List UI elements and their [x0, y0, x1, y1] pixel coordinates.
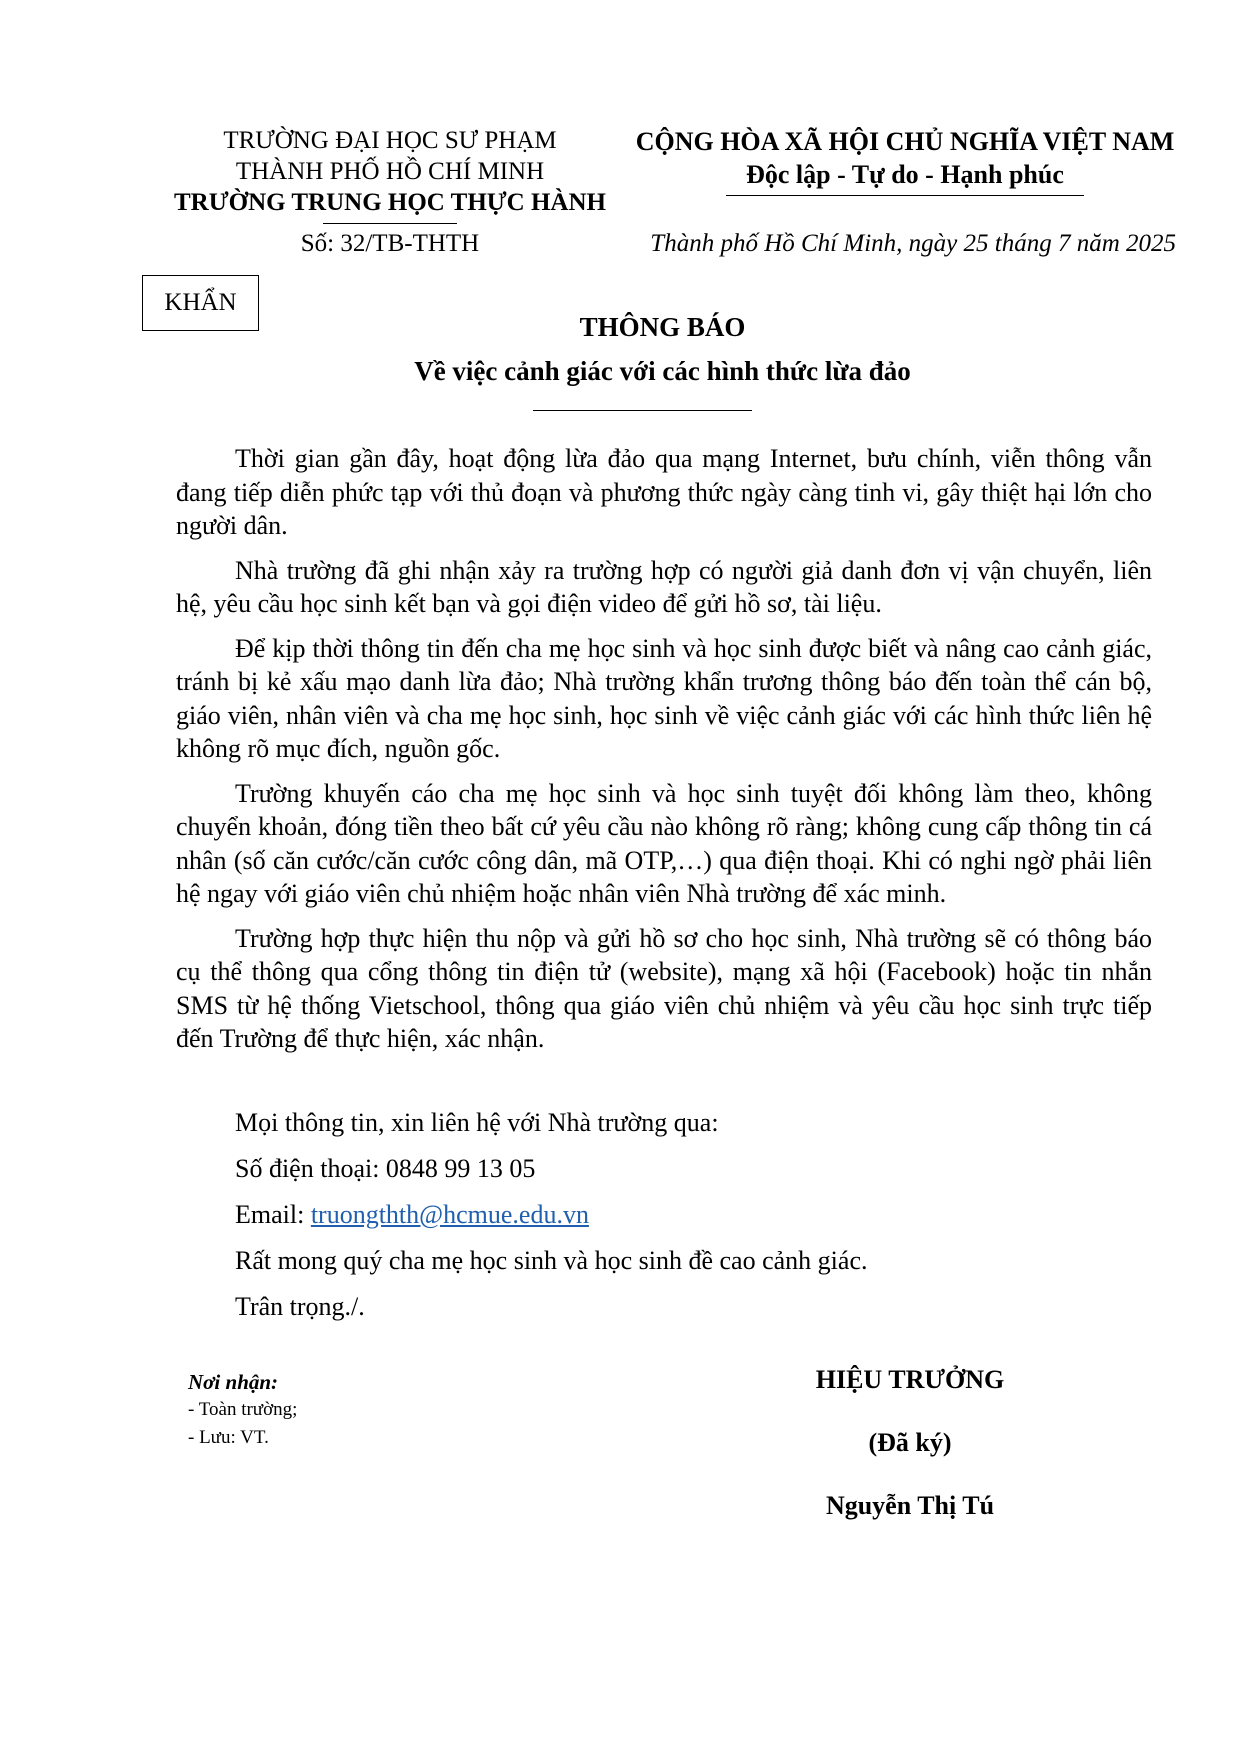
- school-name: TRƯỜNG TRUNG HỌC THỰC HÀNH: [174, 189, 606, 216]
- body-paragraph: Trường hợp thực hiện thu nộp và gửi hồ sơ cho học sinh, Nhà trường sẽ có thông báo cụ thể thông qua cổng thông tin điện tử (website), mạng xã hội (Facebook) hoặc tin nhắn SMS từ hệ thống Vietschool, thông qua giáo viên chủ nhiệm và yêu cầu học sinh trực tiếp đến Trường để thực hiện, xác nhận.: [176, 923, 1152, 1053]
- signer-name: Nguyễn Thị Tú: [825, 1491, 995, 1520]
- parent-university-city: THÀNH PHỐ HỒ CHÍ MINH: [235, 158, 545, 185]
- document-body: [176, 442, 1152, 1067]
- recipients-label: Nơi nhận:: [188, 1370, 279, 1394]
- closing-request: Rất mong quý cha mẹ học sinh và học sinh đề cao cảnh giác.: [235, 1246, 868, 1275]
- school-name-underline: [323, 223, 457, 224]
- national-title: CỘNG HÒA XÃ HỘI CHỦ NGHĨA VIỆT NAM: [635, 127, 1175, 156]
- contact-email-line: [235, 1192, 867, 1238]
- closing-regards: Trân trọng./.: [235, 1292, 365, 1321]
- body-paragraph: Thời gian gần đây, hoạt động lừa đảo qua mạng Internet, bưu chính, viễn thông vẫn đang tiếp diễn phức tạp với thủ đoạn và phương thức ngày càng tinh vi, gây thiệt hại lớn cho người dân.: [176, 444, 1152, 540]
- document-title: THÔNG BÁO: [579, 312, 746, 342]
- urgent-label: KHẨN: [164, 289, 237, 316]
- body-paragraph: Để kịp thời thông tin đến cha mẹ học sinh và học sinh được biết và nâng cao cảnh giác, tránh bị kẻ xấu mạo danh lừa đảo; Nhà trường khẩn trương thông báo đến toàn thể cán bộ, giáo viên, nhân viên và cha mẹ học sinh, học sinh về việc cảnh giác với các hình thức liên hệ không rõ mục đích, nguồn gốc.: [176, 633, 1152, 763]
- contact-phone: Số điện thoại: 0848 99 13 05: [235, 1154, 536, 1183]
- national-motto: Độc lập - Tự do - Hạnh phúc: [746, 160, 1064, 189]
- issue-date: Thành phố Hồ Chí Minh, ngày 25 tháng 7 năm 2025: [650, 230, 1176, 257]
- email-label: Email:: [235, 1200, 311, 1229]
- motto-underline: [726, 195, 1084, 196]
- email-link[interactable]: truongthth@hcmue.edu.vn: [310, 1200, 589, 1229]
- national-motto-header: [625, 125, 1185, 196]
- body-paragraph: Nhà trường đã ghi nhận xảy ra trường hợp có người giả danh đơn vị vận chuyển, liên hệ, yêu cầu học sinh kết bạn và gọi điện video để gửi hồ sơ, tài liệu.: [176, 555, 1152, 618]
- body-paragraph: Trường khuyến cáo cha mẹ học sinh và học sinh tuyệt đối không làm theo, không chuyển khoản, đóng tiền theo bất cứ yêu cầu nào không rõ ràng; không cung cấp thông tin cá nhân (số căn cước/căn cước công dân, mã OTP,…) qua điện thoại. Khi có nghi ngờ phải liên hệ ngay với giáo viên chủ nhiệm hoặc nhân viên Nhà trường để xác minh.: [176, 778, 1152, 908]
- parent-university-name: TRƯỜNG ĐẠI HỌC SƯ PHẠM: [223, 127, 557, 154]
- recipient-item: - Toàn trường;: [188, 1399, 298, 1420]
- signature-block: [760, 1365, 1060, 1521]
- issuing-authority-header: [150, 125, 630, 259]
- recipient-item: - Lưu: VT.: [188, 1427, 269, 1448]
- document-number: Số: 32/TB-THTH: [300, 230, 480, 257]
- contact-intro: Mọi thông tin, xin liên hệ với Nhà trường qua:: [235, 1108, 719, 1137]
- contact-section: [235, 1100, 867, 1330]
- title-underline: [533, 410, 752, 411]
- signature-status: (Đã ký): [868, 1428, 952, 1457]
- recipients-block: [188, 1368, 297, 1452]
- document-subtitle: Về việc cảnh giác với các hình thức lừa đảo: [414, 356, 911, 386]
- signer-title: HIỆU TRƯỞNG: [815, 1365, 1005, 1394]
